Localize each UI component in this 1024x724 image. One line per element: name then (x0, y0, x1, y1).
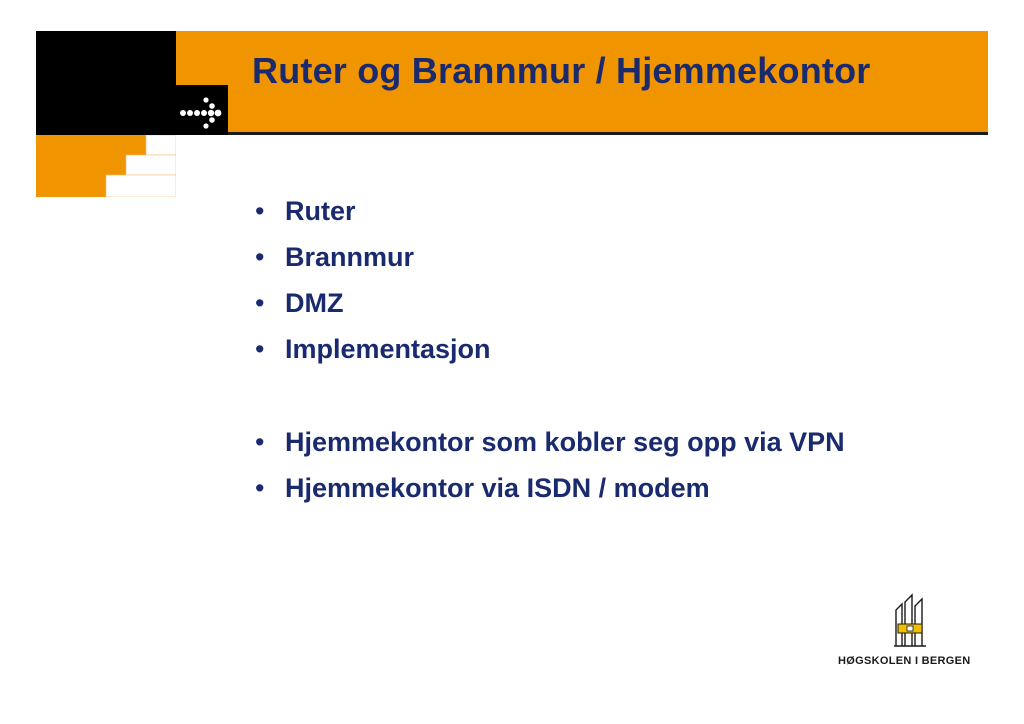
bullet-item: • Implementasjon (255, 330, 491, 376)
logo-text: HØGSKOLEN I BERGEN (838, 655, 971, 667)
dotted-arrow-icon (178, 96, 226, 130)
bullet-list-secondary (255, 423, 845, 515)
bullet-item: • Hjemmekontor som kobler seg opp via VPN (255, 423, 845, 469)
bullet-item: • Brannmur (255, 238, 491, 284)
bullet-item: • DMZ (255, 284, 491, 330)
title-underline (228, 132, 988, 135)
bullet-item: • Ruter (255, 192, 491, 238)
header-black-block (36, 31, 176, 135)
building-logo-icon (892, 592, 928, 648)
bullet-item: • Hjemmekontor via ISDN / modem (255, 469, 845, 515)
orange-staircase-decoration (36, 135, 176, 197)
slide-title: Ruter og Brannmur / Hjemmekontor (252, 50, 871, 91)
bullet-list-primary (255, 192, 491, 376)
title-bar-lower (228, 85, 988, 133)
